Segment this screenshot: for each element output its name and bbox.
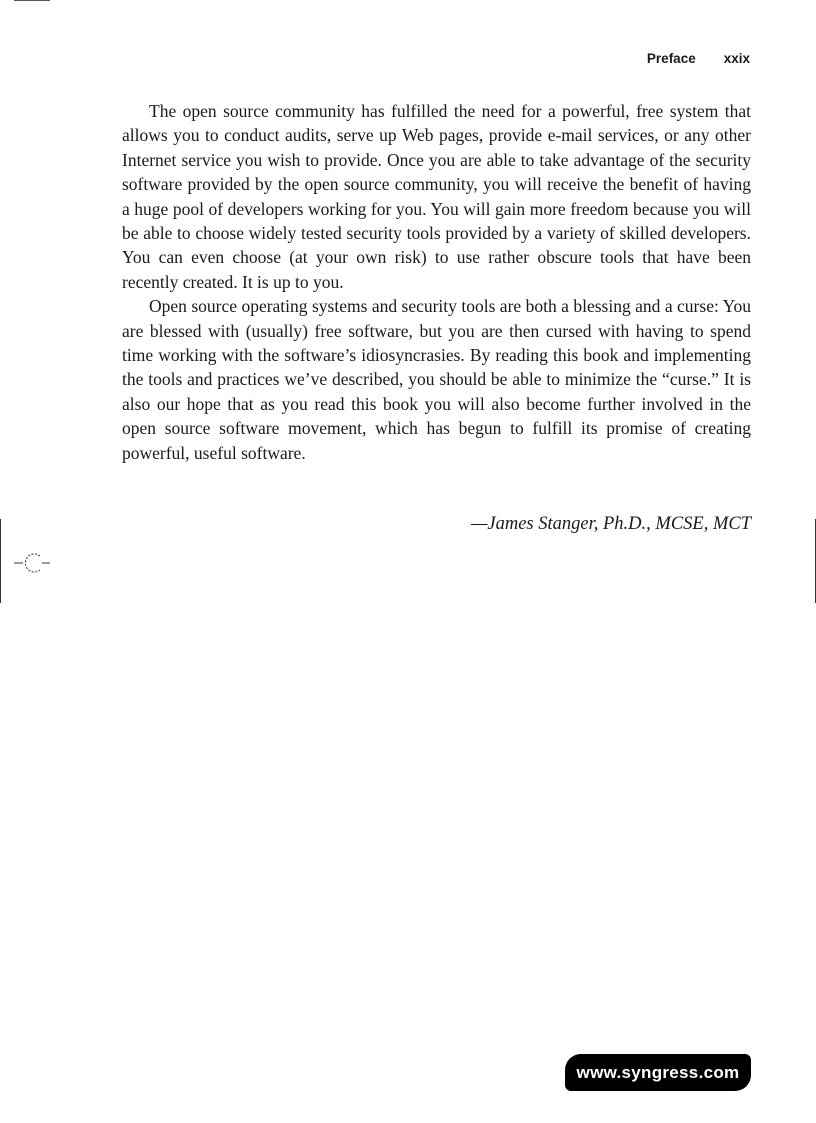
registration-mark-icon (14, 552, 54, 574)
website-badge: www.syngress.com (565, 1054, 751, 1091)
page-number: xxix (723, 51, 750, 66)
body-text (122, 99, 751, 465)
paragraph: Open source operating systems and security tools are both a blessing and a curse: You are blessed with (usually) free software, but you are then cursed with having to spend time working with the software’s idiosyncrasies. By reading this book and implementing the tools and practices we’ve described, you should be able to minimize the “curse.” It is also our hope that as you read this book you will also become further involved in the open source software movement, which has begun to fulfill its promise of creating powerful, useful software. (122, 296, 751, 463)
running-head (647, 51, 750, 66)
section-title: Preface (646, 51, 696, 66)
margin-rule-left (0, 519, 1, 603)
author-signature: —James Stanger, Ph.D., MCSE, MCT (470, 514, 751, 534)
crop-mark-top (14, 0, 50, 1)
paragraph: The open source community has fulfilled the need for a powerful, free system that allows you to conduct audits, serve up Web pages, provide e-mail services, or any other Internet service you wish to provide. Once you are able to take advantage of the security software provided by the open source community, you will receive the benefit of having a huge pool of developers working for you. You will gain more freedom because you will be able to choose widely tested security tools provided by a variety of skilled developers. You can even choose (at your own risk) to use rather obscure tools that have been recently created. It is up to you. (122, 101, 751, 292)
